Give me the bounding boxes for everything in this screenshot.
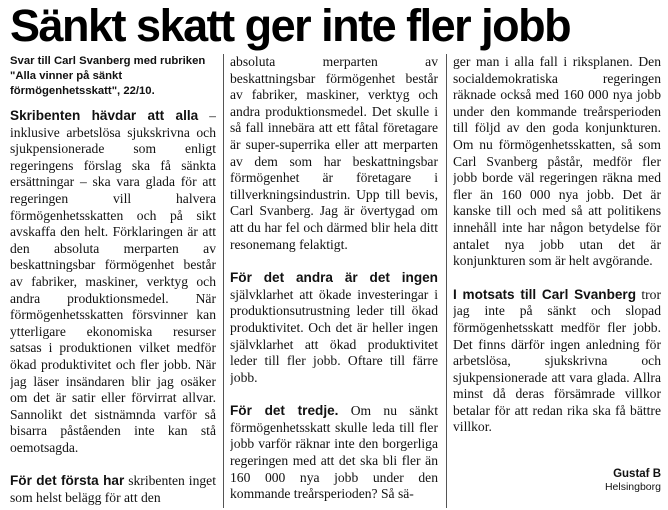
paragraph-text: skribenten inget som helst belägg för att den [10,473,216,506]
paragraph-lead: För det tredje. [230,403,339,419]
article-column-2 [230,54,438,506]
paragraph-text: tror jag inte på sänkt och slopad förmögenhetsskatt medför fler jobb. Det finns därför ingen anledning för arbetslösa, sjukskrivna och sjukpensionerade att vara glada. Allra minst då deras försämrade villkor betalar för att redan rika ska få bättre villkor. [453,286,661,435]
author-city: Helsingborg [604,481,661,493]
paragraph-2 [10,473,216,506]
paragraph-lead: I motsats till Carl Svanberg [453,286,637,302]
intro-reference: Svar till Carl Svanberg med rubriken "Alla vinner på sänkt förmögenhetsskatt", 22/10. [10,55,206,97]
paragraph-4-continued: ger man i alla fall i riksplanen. Den socialdemokratiska regeringen räknade också med 160 000 nya jobb under den kommande treårsperioden till följd av den goda konjunkturen. Om nu förmögenhetsskatten, så som Carl Svanberg påstår, medför fler jobb borde väl regeringen räkna med fler än 160 000 nya jobb. Det är kanske till och med så att politikens innehåll inte har någon betydelse för antalet nya jobb utan det är konjunkturen som är helt avgörande. [453,54,661,269]
paragraph-lead: För det andra är det ingen [230,270,438,286]
paragraph-text: självklarhet att ökade investeringar i produktionsutrustning leder till ökad produktivitet. Och det är heller ingen självklarhet att ökad produktivitet leder till fler jobb. Oftare till färre jobb. [230,286,438,385]
paragraph-text: Om nu sänkt förmögenhetsskatt skulle leda till fler jobb varför räknar inte den borgerliga regeringen med att det ska bli fler än 160 000 nya jobb under den kommande treårsperioden? Så sä- [230,403,438,502]
author-name: Gustaf B [613,468,661,480]
headline: Sänkt skatt ger inte fler jobb [10,0,571,51]
signature [605,468,661,494]
column-divider [446,54,447,508]
paragraph-lead: För det första har [10,473,125,489]
column-divider [223,54,224,508]
paragraph-1 [10,108,216,456]
paragraph-5 [453,287,661,436]
paragraph-2-continued: absoluta merparten av beskattningsbar förmögenhet består av fabriker, maskiner, verktyg och andra produktionsmedel. Det skulle i så fall innebära att ett fåtal företagare är super-superrika eller att merparten av dem som har beskattningsbar förmögenhet är företagare i tillverkningsindustrin. Upp till bevis, Carl Svanberg. Jag är övertygad om att du har fel och därmed blir hela ditt resonemang felaktigt. [230,54,438,252]
paragraph-text: – inklusive arbetslösa sjukskrivna och sjukpensionerade som enligt regeringens förslag ska få sänkta ersättningar – ska vara glada för att regeringen vill halvera förmögenhetsskatten och på sikt avskaffa den helt. Förklaringen är att den absoluta merparten av beskattningsbar förmögenhet består av fabriker, maskiner, verktyg och andra produktionsmedel. När förmögenhetsskatten försvinner kan ytterligare ekonomiska resurser satsas i produktionen vilket medför ökad produktivitet och fler jobb. När jag läser insändaren blir jag osäker om det är satir eller förvirrat allvar. Sannolikt det sistnämnda varför så bisarra påståenden inte kan stå oemotsagda. [10,108,216,455]
article-column-3 [453,54,661,506]
paragraph-3 [230,270,438,386]
paragraph-4 [230,403,438,503]
paragraph-lead: Skribenten hävdar att alla [10,108,199,123]
article-column-1 [10,54,216,506]
